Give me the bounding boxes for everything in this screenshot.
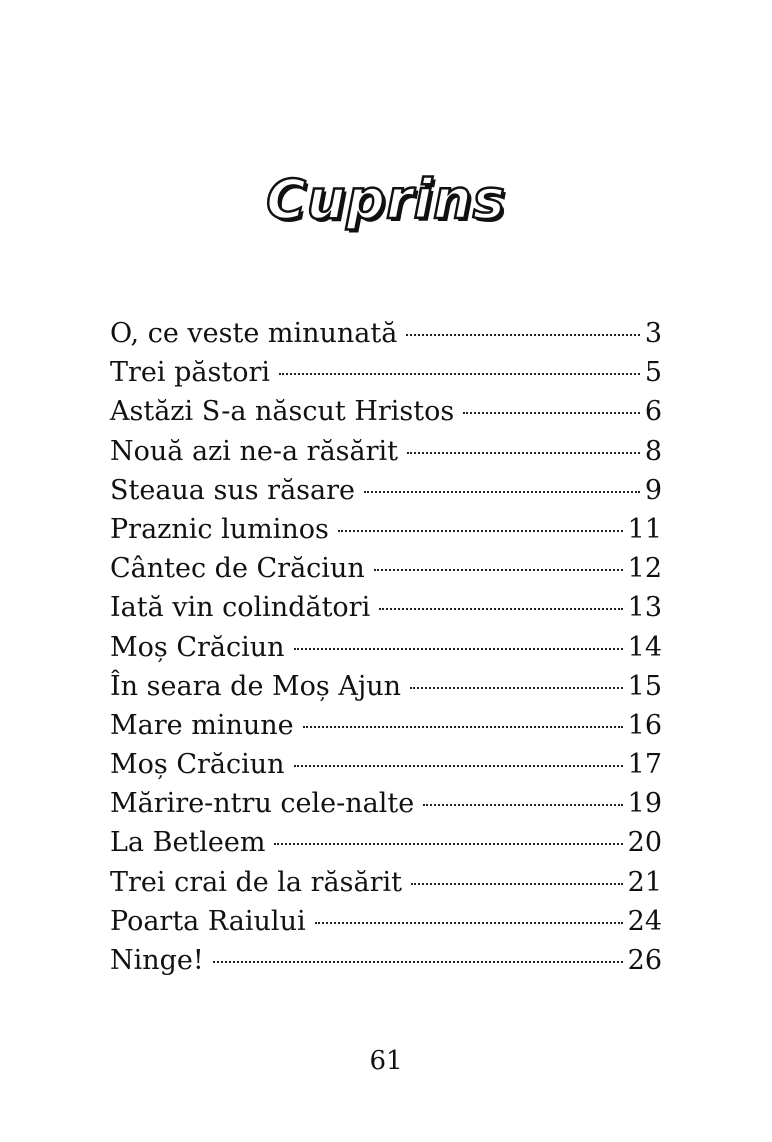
toc-entry [110,941,662,980]
toc-entry [110,863,662,902]
toc-entry-title: La Betleem [110,827,266,859]
toc-entry [110,549,662,588]
toc-entry-page: 11 [627,513,662,545]
toc-entry-title: Steaua sus răsare [110,474,356,506]
dot-leader [411,883,623,885]
dot-leader [303,726,623,728]
dot-leader [338,530,623,532]
dot-leader [379,608,622,610]
toc-entry [110,314,662,353]
toc-entry-page: 19 [627,788,662,820]
toc-entry-title: Astăzi S-a născut Hristos [110,396,455,428]
dot-leader [294,765,623,767]
toc-entry [110,706,662,745]
dot-leader [407,452,640,454]
toc-entry-title: Praznic luminos [110,513,329,545]
dot-leader [213,961,623,963]
toc-entry [110,784,662,823]
toc-entry [110,588,662,627]
toc-entry [110,745,662,784]
toc-entry-page: 6 [644,396,662,428]
toc-entry-title: Mare minune [110,709,294,741]
toc-entry-page: 9 [644,474,662,506]
toc-entry [110,510,662,549]
toc-entry-page: 13 [627,592,662,624]
toc-entry [110,628,662,667]
toc-entry-title: Trei păstori [110,357,270,389]
toc-entry [110,667,662,706]
toc-entry-page: 21 [627,866,662,898]
toc-entry-page: 8 [644,435,662,467]
toc-entry-page: 17 [627,749,662,781]
toc-entry-title: Cântec de Crăciun [110,553,365,585]
toc-entry-title: O, ce veste minunată [110,318,398,349]
toc-entry-title: Moș Crăciun [110,749,285,781]
toc-entry [110,471,662,510]
toc-entry-title: Trei crai de la răsărit [110,866,402,898]
toc-entry-page: 24 [627,905,662,937]
toc-entry [110,902,662,941]
dot-leader [406,334,639,336]
dot-leader [294,648,623,650]
table-of-contents [110,314,662,980]
toc-entry-title: Mărire-ntru cele-nalte [110,788,415,820]
page-title: Cuprins [266,168,506,231]
toc-entry-page: 20 [627,827,662,859]
toc-entry [110,353,662,392]
toc-entry-page: 14 [627,631,662,663]
dot-leader [423,804,622,806]
toc-entry-title: Moș Crăciun [110,631,285,663]
toc-entry-title: Poarta Raiului [110,905,306,937]
toc-entry-title: În seara de Moș Ajun [110,670,401,702]
toc-entry-page: 15 [627,670,662,702]
page-number: 61 [369,1046,403,1076]
dot-leader [374,569,623,571]
toc-entry [110,392,662,431]
dot-leader [364,491,640,493]
toc-entry [110,823,662,862]
toc-entry-page: 26 [627,945,662,976]
toc-entry-title: Ninge! [110,945,204,976]
toc-entry-page: 16 [627,709,662,741]
dot-leader [274,843,622,845]
dot-leader [315,922,623,924]
toc-entry-page: 12 [627,553,662,585]
toc-entry [110,432,662,471]
dot-leader [410,687,623,689]
toc-entry-title: Iată vin colindători [110,592,371,624]
dot-leader [463,412,640,414]
toc-entry-title: Nouă azi ne-a răsărit [110,435,399,467]
toc-entry-page: 5 [644,357,662,389]
dot-leader [279,373,640,375]
toc-entry-page: 3 [644,318,662,349]
